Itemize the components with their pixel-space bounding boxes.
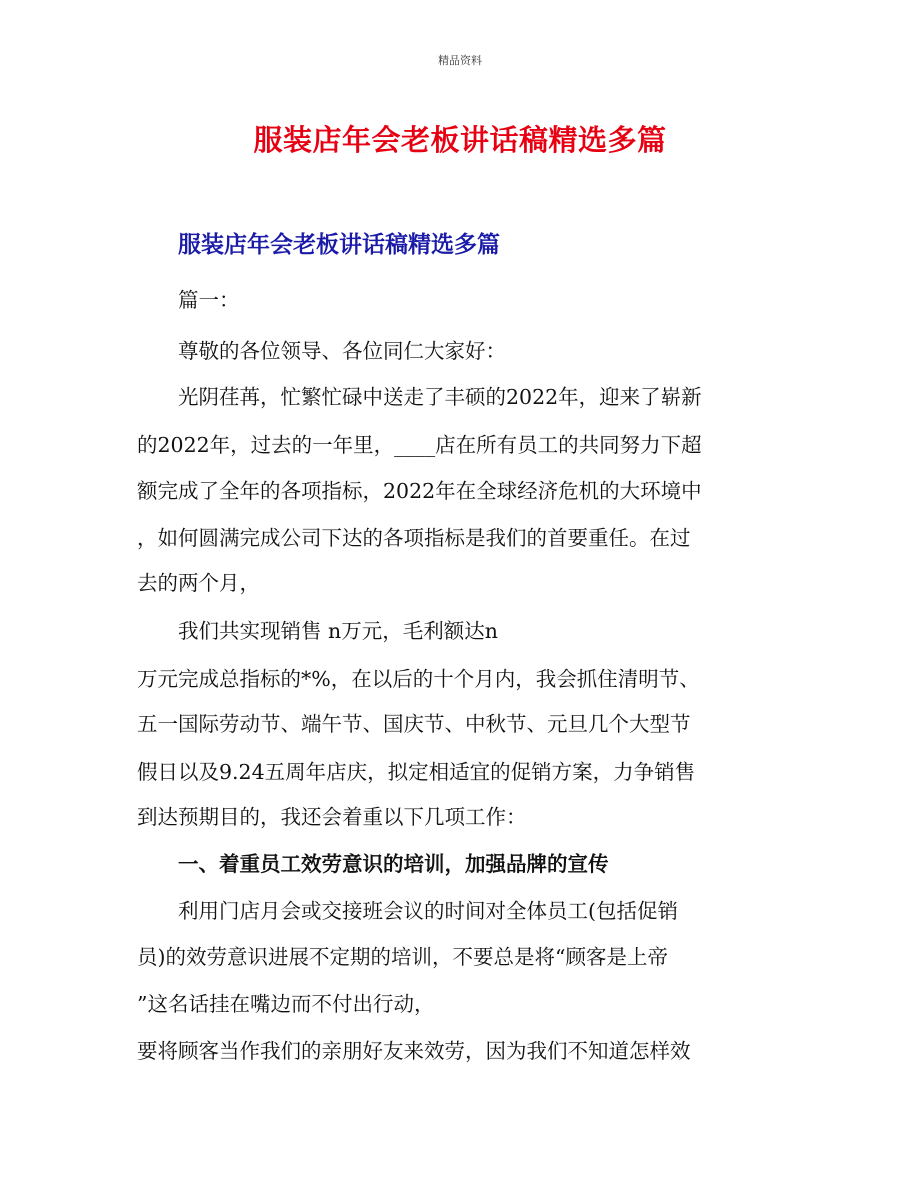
body-line: 五一国际劳动节、端午节、国庆节、中秋节、元旦几个大型节 bbox=[137, 712, 691, 736]
salutation: 尊敬的各位领导、各位同仁大家好： bbox=[178, 339, 506, 363]
section-heading: 一、着重员工效劳意识的培训，加强品牌的宣传 bbox=[178, 852, 609, 876]
body-line: 要将顾客当作我们的亲朋好友来效劳，因为我们不知道怎样效 bbox=[137, 1039, 691, 1063]
body-line: 利用门店月会或交接班会议的时间对全体员工(包括促销 bbox=[178, 899, 678, 923]
body-line: 假日以及9.24五周年店庆，拟定相适宜的促销方案，力争销售 bbox=[137, 760, 696, 784]
body-line: 到达预期目的，我还会着重以下几项工作： bbox=[137, 805, 527, 829]
body-line: 额完成了全年的各项指标，2022年在全球经济危机的大环境中 bbox=[137, 479, 702, 503]
body-line: ”这名话挂在嘴边而不付出行动， bbox=[137, 992, 435, 1016]
section-label: 篇一： bbox=[178, 288, 240, 312]
document-title: 服装店年会老板讲话稿精选多篇 bbox=[253, 123, 667, 157]
header-note: 精品资料 bbox=[438, 54, 482, 67]
body-line: ，如何圆满完成公司下达的各项指标是我们的首要重任。在过 bbox=[137, 526, 691, 550]
body-line: 员)的效劳意识进展不定期的培训，不要总是将“顾客是上帝 bbox=[137, 945, 668, 969]
body-line: 万元完成总指标的*%，在以后的十个月内，我会抓住清明节、 bbox=[137, 667, 700, 691]
body-line: 我们共实现销售 n万元，毛利额达n bbox=[178, 619, 498, 643]
document-subtitle: 服装店年会老板讲话稿精选多篇 bbox=[178, 232, 500, 258]
body-line: 的2022年，过去的一年里，____店在所有员工的共同努力下超 bbox=[137, 433, 702, 457]
body-line: 去的两个月， bbox=[137, 571, 260, 595]
body-line: 光阴荏苒，忙繁忙碌中送走了丰硕的2022年，迎来了崭新 bbox=[178, 385, 702, 409]
